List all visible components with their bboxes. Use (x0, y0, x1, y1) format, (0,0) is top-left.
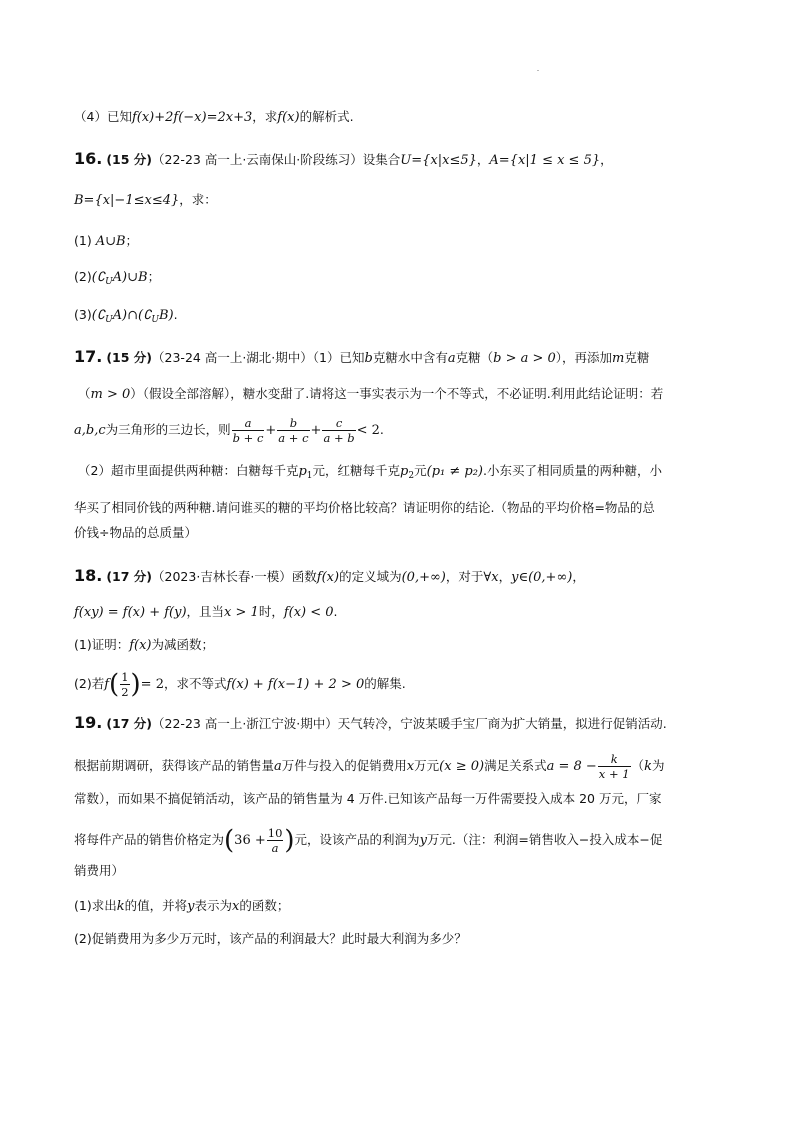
numerator: a (232, 416, 265, 431)
text: 的函数； (239, 898, 290, 913)
q19-line5 (74, 862, 124, 880)
part-label: (3) (74, 307, 92, 322)
text: （22-23 高一上·浙江宁波·期中）天气转冷，宁波某暖手宝厂商为扩大销量，拟进行促销活动. (152, 716, 667, 731)
text: . (379, 422, 384, 437)
q16-header (74, 150, 613, 170)
result: f(x) < 0 (283, 605, 334, 620)
fraction (232, 416, 265, 445)
text: ，且当 (186, 604, 225, 619)
inequality: m > 0 (90, 387, 131, 402)
plus-sign: + (265, 423, 277, 438)
question-number: 19. (74, 713, 103, 732)
fx: f(x) (316, 570, 340, 585)
scan-speck (537, 70, 539, 71)
q17-line4 (78, 462, 662, 485)
condition: (x ≥ 0) (439, 759, 485, 774)
part-end: . (173, 307, 178, 322)
var-a: a (274, 759, 282, 774)
denominator: a + c (278, 431, 309, 445)
text: 克糖（ (455, 350, 494, 365)
subscript: 2 (408, 471, 415, 481)
q15-tail: 的解析式. (299, 109, 354, 124)
var-y: y (187, 899, 195, 914)
q16-part2 (74, 268, 160, 291)
text: 为 (651, 758, 665, 773)
denominator: 2 (121, 685, 129, 699)
paren-open: ( (109, 669, 120, 700)
var-x: x (406, 759, 415, 774)
inequality: < 2 (356, 423, 380, 438)
question-number: 18. (74, 566, 103, 585)
fraction (277, 416, 309, 445)
q19-line2 (74, 752, 664, 781)
text: (1)求出 (74, 898, 117, 913)
text: 价钱÷物品的总质量） (74, 525, 197, 540)
text: 的解集. (364, 676, 406, 691)
q17-line5 (74, 499, 655, 517)
equation: = 2 (140, 677, 164, 692)
q17-line6 (74, 524, 197, 542)
text: 满足关系式 (484, 758, 547, 773)
q19-line4 (74, 826, 662, 855)
numerator: 10 (267, 826, 283, 840)
part-label: (1) (74, 233, 92, 248)
separator: ， (600, 152, 613, 167)
numerator: 1 (121, 670, 129, 684)
text: 元，设该产品的利润为 (294, 832, 420, 847)
separator: ， (476, 152, 490, 167)
condition: (p₁ ≠ p₂) (426, 464, 483, 479)
q17-header (74, 348, 649, 368)
q19-line3 (74, 790, 661, 808)
q16-ask: ，求： (179, 192, 217, 207)
text: 克糖 (624, 350, 650, 365)
q18-part2 (74, 670, 406, 699)
part-label: (1)证明： (74, 637, 130, 652)
text: . (333, 604, 338, 619)
text: （2）超市里面提供两种糖：白糖每千克 (78, 463, 299, 478)
part-label: (2)若 (74, 676, 105, 691)
text: 将每件产品的销售价格定为 (74, 832, 225, 847)
var-p1: p (298, 464, 307, 479)
fx: f (104, 677, 110, 692)
condition: x > 1 (224, 605, 259, 620)
paren-close: ) (130, 669, 141, 700)
var-m: m (612, 351, 625, 366)
complement-rest: A)∪B (112, 270, 148, 285)
q15-part4 (74, 108, 354, 127)
functional-equation: f(xy) = f(x) + f(y) (74, 605, 187, 620)
var-b: b (364, 351, 373, 366)
paren-open: ( (224, 825, 235, 856)
text: 为减函数； (151, 637, 215, 652)
text: ， (498, 569, 512, 584)
numerator: c (322, 416, 355, 431)
domain: (0,+∞) (401, 570, 446, 585)
subscript: U (105, 315, 113, 325)
q15-equation: f(x)+2f(−x)=2x+3 (131, 110, 253, 125)
q15-suffix: ，求 (252, 109, 278, 124)
paren-close: ) (284, 825, 295, 856)
var-k: k (644, 759, 652, 774)
numerator: b (277, 416, 309, 431)
text: 克糖水中含有 (372, 350, 448, 365)
q16-part1 (74, 232, 138, 251)
text: （2023·吉林长春·一模）函数 (152, 569, 317, 584)
text: 为三角形的三边长，则 (105, 422, 231, 437)
text: ），再添加 (555, 350, 613, 365)
inequality: f(x) + f(x−1) + 2 > 0 (226, 677, 365, 692)
fx: f(x) (129, 638, 152, 653)
subscript: 1 (306, 471, 313, 481)
set-b: B={x|−1≤x≤4} (74, 193, 180, 208)
q15-fx: f(x) (277, 110, 300, 125)
text: 万元 (414, 758, 440, 773)
text: 表示为 (194, 898, 232, 913)
q19-part2 (74, 930, 467, 948)
fraction (120, 670, 129, 699)
part-label: (2) (74, 269, 92, 284)
var-x: x (232, 899, 240, 914)
forall: ∀x (483, 570, 499, 585)
denominator: x + 1 (598, 767, 630, 781)
plus-sign: + (310, 423, 322, 438)
set-u: U={x|x≤5} (400, 153, 477, 168)
complement-mid: A)∩(∁ (112, 308, 152, 323)
var-p2: p (400, 464, 409, 479)
numerator: k (598, 752, 631, 767)
part-end: ； (125, 233, 139, 248)
y-domain: y∈(0,+∞) (511, 570, 573, 585)
var-k: k (116, 899, 125, 914)
text: （ (78, 386, 91, 401)
text: .小东买了相同质量的两种糖，小 (483, 463, 662, 478)
q16-set-b-line (74, 191, 217, 210)
fraction (598, 752, 631, 781)
q15-prefix: （4）已知 (74, 109, 132, 124)
inequality: b > a > 0 (493, 351, 556, 366)
q18-line2 (74, 603, 338, 622)
complement-close: B) (158, 308, 174, 323)
text: 常数），而如果不搞促销活动，该产品的销售量为 4 万件.已知该产品每一万件需要投入成本 20 万元，厂家 (74, 791, 662, 806)
question-number: 16. (74, 149, 103, 168)
text: ，求不等式 (163, 676, 227, 691)
q18-header (74, 567, 585, 587)
q19-header (74, 714, 667, 733)
denominator: a (271, 841, 279, 855)
complement-open: (∁ (91, 270, 106, 285)
question-points: (15 分) (106, 350, 153, 365)
text: 元，红糖每千克 (312, 463, 401, 478)
text: (2)促销费用为多少万元时，该产品的利润最大？此时最大利润为多少？ (74, 931, 467, 946)
denominator: b + c (232, 431, 264, 445)
relation: a = 8 − (546, 759, 597, 774)
text: 销费用） (74, 863, 125, 878)
denominator: a + b (323, 431, 355, 445)
fraction (267, 826, 284, 855)
question-points: (17 分) (106, 569, 153, 584)
q18-part1 (74, 636, 214, 655)
text: 万元.（注：利润=销售收入−投入成本−促 (426, 832, 663, 847)
q17-line2 (78, 385, 663, 404)
text: ，对于 (445, 569, 484, 584)
set-a: A={x|1 ≤ x ≤ 5} (489, 153, 601, 168)
text: 的定义域为 (339, 569, 402, 584)
var-a: a (447, 351, 456, 366)
text: 的值，并将 (124, 898, 188, 913)
text: 根据前期调研，获得该产品的销售量 (74, 758, 275, 773)
text: 时， (258, 604, 284, 619)
part-end: ； (147, 269, 161, 284)
q16-part3 (74, 306, 178, 329)
var-y: y (419, 833, 427, 848)
subscript: U (105, 277, 113, 287)
text: （ (631, 758, 645, 773)
text: ）（假设全部溶解），糖水变甜了.请将这一事实表示为一个不等式，不必证明.利用此结论证明：若 (130, 386, 664, 401)
text: （23-24 高一上·湖北·期中）（1）已知 (152, 350, 365, 365)
q16-source: （22-23 高一上·云南保山·阶段练习）设集合 (152, 152, 401, 167)
text: 华买了相同价钱的两种糖.请问谁买的糖的平均价格比较高？请证明你的结论.（物品的平均价格=物品的总 (74, 500, 655, 515)
union-expression: A∪B (95, 234, 126, 249)
subscript: U (151, 315, 159, 325)
text: ， (572, 569, 585, 584)
var-abc: a,b,c (74, 423, 106, 438)
question-points: (17 分) (106, 716, 153, 731)
price-expression: 36 + (234, 833, 266, 848)
q19-part1 (74, 897, 289, 916)
text: 万件与投入的促销费用 (281, 758, 407, 773)
complement-open: (∁ (91, 308, 106, 323)
q17-line3 (74, 416, 384, 445)
question-points: (15 分) (106, 152, 153, 167)
fraction (322, 416, 355, 445)
text: 元 (414, 463, 427, 478)
question-number: 17. (74, 347, 103, 366)
